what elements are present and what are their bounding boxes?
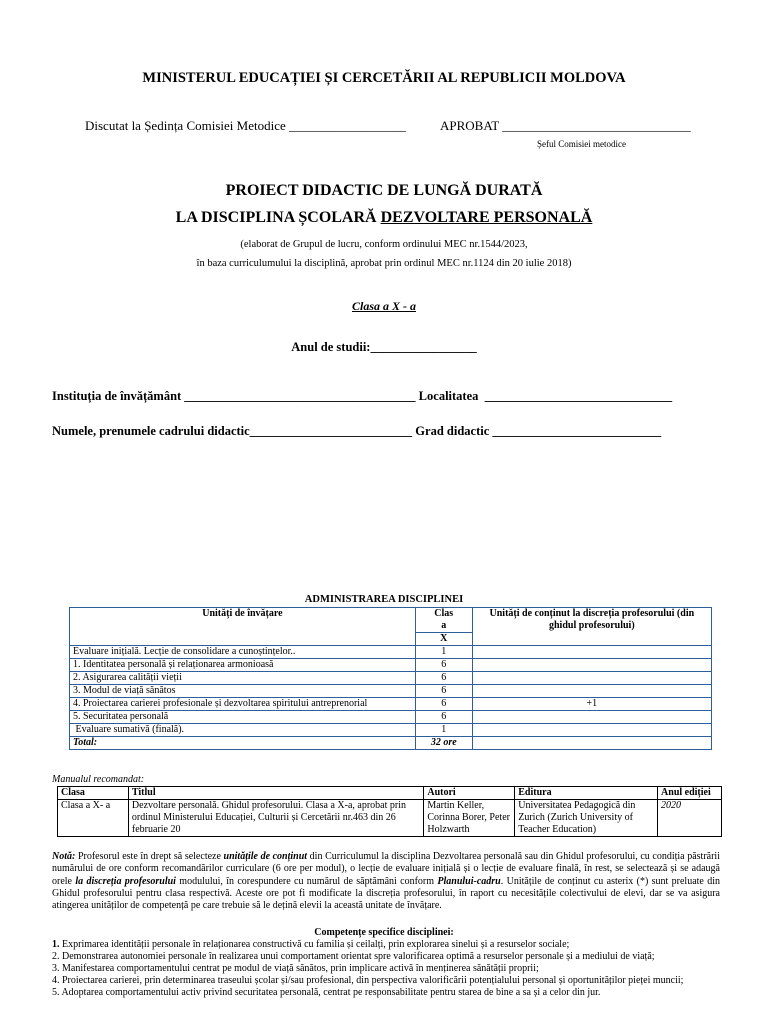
nota-emph-3: Planului-cadru [437,875,501,887]
admin-row [70,646,712,659]
admin-total-label: Total: [70,737,416,750]
admin-hours: 1 [415,724,472,737]
competence-number: 2. [52,951,60,963]
competence-number: 4. [52,975,60,987]
competence-item [52,987,720,999]
competence-text: Manifestarea comportamentului centrat pe modul de viață sănătos, prin implicare activă în menținerea sănătății proprii; [59,963,539,975]
admin-col-class-x: X [415,633,472,646]
admin-row [70,659,712,672]
competence-item [52,975,720,987]
admin-unit: 5. Securitatea personală [70,711,416,724]
admin-extra [472,659,711,672]
admin-hours: 1 [415,646,472,659]
admin-row [70,672,712,685]
admin-row [70,698,712,711]
competence-number: 5. [52,987,60,999]
competence-text: Proiectarea carierei, prin determinarea traseului școlar și/sau profesional, din perspectiva valorificării potențialului personal și oportunităților pieței muncii; [59,975,684,987]
competence-number: 3. [52,963,60,975]
admin-total-extra [472,737,711,750]
manual-col-editura: Editura [515,787,658,800]
admin-hours: 6 [415,685,472,698]
manual-table [57,786,722,837]
admin-hours: 6 [415,698,472,711]
manual-titlul: Dezvoltare personală. Ghidul profesorului. Clasa a X-a, aprobat prin ordinul Ministerului Educației, Culturii și Cercetării nr.463 din 26 februarie 20 [128,800,423,837]
admin-hours: 6 [415,711,472,724]
admin-unit: 4. Proiectarea carierei profesionale și dezvoltarea spiritului antreprenorial [70,698,416,711]
admin-unit: 2. Asigurarea calității vieții [70,672,416,685]
manual-editura: Universitatea Pedagogică din Zurich (Zurich University of Teacher Education) [515,800,658,837]
admin-unit: 1. Identitatea personală și relaționarea armonioasă [70,659,416,672]
manual-autori: Martin Keller, Corinna Borer, Peter Holzwarth [424,800,515,837]
admin-unit: 3. Modul de viață sănătos [70,685,416,698]
manual-col-autori: Autori [424,787,515,800]
competence-text: Demonstrarea autonomiei personale în realizarea unui comportament orientat spre valorificarea optimă a resurselor personale și a mediului de viață; [59,951,655,963]
title-prefix: LA DISCIPLINA ȘCOLARĂ [175,209,381,226]
admin-unit: Evaluare sumativă (finală). [70,724,416,737]
aprobat-line: APROBAT _____________________________ [440,118,691,133]
competence-item [52,963,720,975]
competente-list [52,939,720,999]
admin-extra: +1 [472,698,711,711]
nota-emph-2: la discreția profesorului [75,875,176,887]
admin-row [70,724,712,737]
admin-hours: 6 [415,659,472,672]
admin-col-discretion: Unități de conținut la discreția profesorului (din ghidul profesorului) [472,608,711,646]
admin-extra [472,646,711,659]
study-year-field: Anul de studii:_________________ [291,340,477,354]
admin-row [70,711,712,724]
manual-label: Manualul recomandat: [52,774,145,785]
institution-field: Instituția de învățământ _____________________________________ Localitatea ______________________________ [52,389,673,403]
competence-text: Adoptarea comportamentului activ privind securitatea personală, centrat pe responsabilitate pentru starea de bine a sa și a celor din jur. [59,987,601,999]
competence-item [52,939,720,951]
admin-table [69,607,712,750]
nota-label: Notă: [52,851,76,862]
admin-hours: 6 [415,672,472,685]
admin-col-units: Unități de învățare [70,608,416,646]
admin-col-class: Clas a [415,608,472,633]
manual-header-row [58,787,722,800]
manual-col-titlul: Titlul [128,787,423,800]
admin-header-row [70,608,712,633]
sef-comisie-label: Șeful Comisiei metodice [537,139,626,149]
class-label: Clasa a X - a [351,299,416,313]
admin-row [70,685,712,698]
teacher-name-field: Numele, prenumele cadrului didactic__________________________ Grad didactic ___________________________ [52,424,662,438]
elaborat-note-2: în baza curriculumului la disciplină, aprobat prin ordinul MEC nr.1124 din 20 iulie 2018) [196,258,572,269]
manual-clasa: Clasa a X- a [58,800,129,837]
admin-extra [472,711,711,724]
discutat-line: Discutat la Ședința Comisiei Metodice __________________ [85,118,406,133]
admin-total-row [70,737,712,750]
admin-extra [472,685,711,698]
competence-number: 1. [52,939,60,950]
elaborat-note-1: (elaborat de Grupul de lucru, conform ordinului MEC nr.1544/2023, [240,239,528,250]
ministry-header: MINISTERUL EDUCAȚIEI ȘI CERCETĂRII AL REPUBLICII MOLDOVA [142,70,626,86]
manual-anul: 2020 [658,800,722,837]
admin-section-title: ADMINISTRAREA DISCIPLINEI [304,594,464,605]
competence-item [52,951,720,963]
competence-text: Exprimarea identității personale în relaționarea constructivă cu familia și ceilalți, prin explorarea sinelui și a resurselor sociale; [59,939,570,950]
admin-total-value: 32 ore [415,737,472,750]
subject-name: DEZVOLTARE PERSONALĂ [380,209,593,226]
document-title-line1: PROIECT DIDACTIC DE LUNGĂ DURATĂ [225,182,543,199]
admin-extra [472,672,711,685]
competente-title: Competențe specifice disciplinei: [314,927,454,938]
nota-paragraph: Notă: Profesorul este în drept să selecteze unitățile de conținut din Curriculumul la disciplina Dezvoltarea personală sau din Ghidul profesorului, cu condiția păstrării numărului de ore conform recomandărilor curriculare (6 ore per modul), o lecție de evaluare inițială și o lecție de evaluare finală, în rest, se selectează și se adaugă orele la discreția profesorului modulului, în corespundere cu numărul de săptămâni conform Planului-cadru. Unitățile de conținut cu asterix (*) sunt preluate din Ghidul profesorului pentru clasa respectivă. Aceste ore pot fi modificate la discreția profesorului, în raport cu necesitățile colectivului de elevi, dar se va asigura atingerea unităților de competență pe care trebuie să le dețină elevii la această unitate de învățare. [52,851,720,912]
manual-row [58,800,722,837]
document-title-line2 [0,209,768,227]
manual-col-clasa: Clasa [58,787,129,800]
nota-emph-1: unitățile de conținut [223,851,308,862]
manual-col-anul: Anul ediției [658,787,722,800]
admin-unit: Evaluare inițială. Lecție de consolidare a cunoștințelor.. [70,646,416,659]
admin-extra [472,724,711,737]
